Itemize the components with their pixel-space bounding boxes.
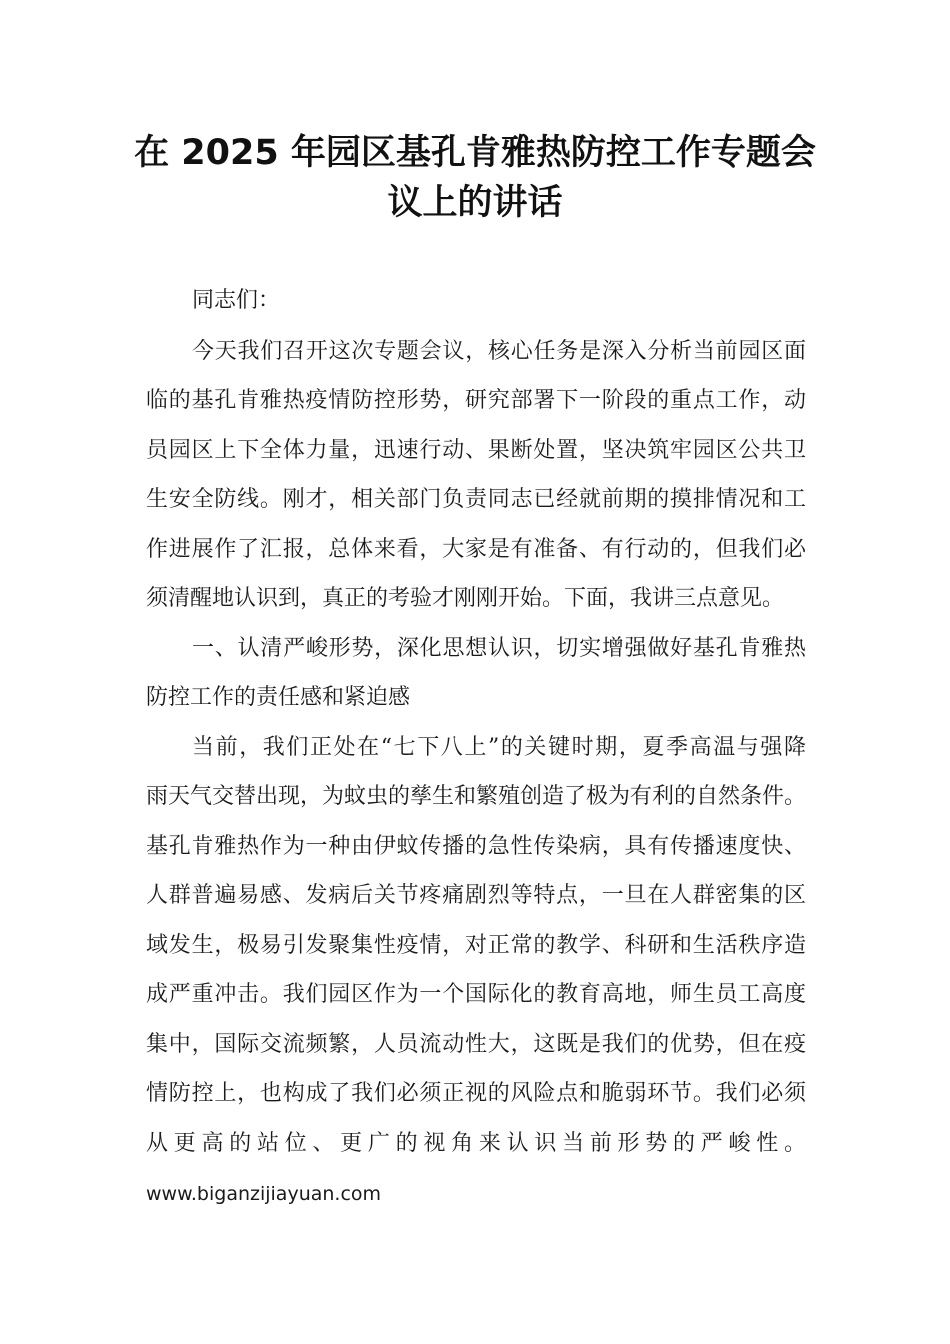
section-heading-line: 防控工作的责任感和紧迫感 bbox=[146, 685, 411, 710]
body-line: 情防控上，也构成了我们必须正视的风险点和脆弱环节。我们必须 bbox=[146, 1081, 806, 1106]
body-line: 员园区上下全体力量，迅速行动、果断处置，坚决筑牢园区公共卫 bbox=[146, 438, 806, 463]
document-title-line-1: 在 2025 年园区基孔肯雅热防控工作专题会 bbox=[134, 133, 816, 173]
body-line: 须清醒地认识到，真正的考验才刚刚开始。下面，我讲三点意见。 bbox=[146, 586, 785, 611]
footer-url: www.biganzijiayuan.com bbox=[146, 1183, 382, 1205]
body-line: 人群普遍易感、发病后关节疼痛剧烈等特点，一旦在人群密集的区 bbox=[146, 883, 806, 908]
body-line: 域发生，极易引发聚集性疫情，对正常的教学、科研和生活秩序造 bbox=[146, 933, 806, 958]
salutation: 同志们： bbox=[192, 288, 281, 313]
body-line: 当前，我们正处在“七下八上”的关键时期，夏季高温与强降 bbox=[192, 735, 806, 760]
document-title-line-2: 议上的讲话 bbox=[387, 183, 563, 223]
section-heading-line: 一、认清严峻形势，深化思想认识，切实增强做好基孔肯雅热 bbox=[192, 636, 806, 661]
body-line: 集中，国际交流频繁，人员流动性大，这既是我们的优势，但在疫 bbox=[146, 1032, 806, 1057]
body-line: 临的基孔肯雅热疫情防控形势，研究部署下一阶段的重点工作，动 bbox=[146, 388, 806, 413]
body-line: 从更高的站位、更广的视角来认识当前形势的严峻性。 bbox=[146, 1131, 806, 1156]
body-line: 基孔肯雅热作为一种由伊蚊传播的急性传染病，具有传播速度快、 bbox=[146, 834, 806, 859]
body-line: 今天我们召开这次专题会议，核心任务是深入分析当前园区面 bbox=[192, 339, 806, 364]
body-line: 作进展作了汇报，总体来看，大家是有准备、有行动的，但我们必 bbox=[146, 537, 806, 562]
body-line: 成严重冲击。我们园区作为一个国际化的教育高地，师生员工高度 bbox=[146, 982, 806, 1007]
body-line: 生安全防线。刚才，相关部门负责同志已经就前期的摸排情况和工 bbox=[146, 487, 806, 512]
body-line: 雨天气交替出现，为蚊虫的孳生和繁殖创造了极为有利的自然条件。 bbox=[146, 784, 807, 809]
